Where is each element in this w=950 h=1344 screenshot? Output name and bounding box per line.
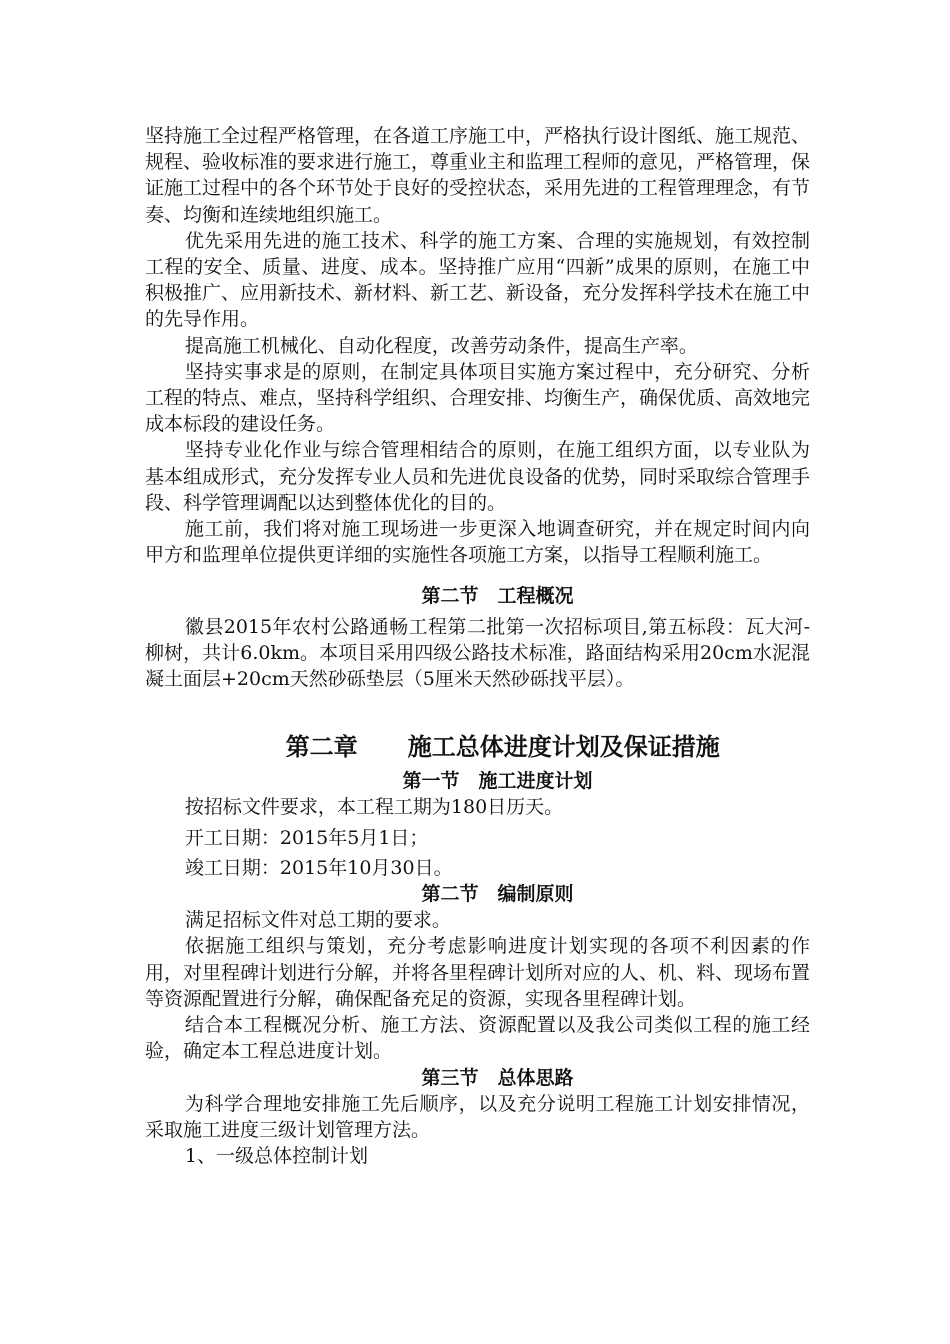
paragraph-meet-requirements: 满足招标文件对总工期的要求。 [184, 909, 451, 932]
paragraph-project-overview: 徽县2015年农村公路通畅工程第二批第一次招标项目,第五标段：瓦大河-柳树，共计6.0km。本项目采用四级公路技术标准，路面结构采用20cm水泥混凝土面层+20cm天然砂砾垫层（5厘米天然砂砾找平层）。 [145, 615, 810, 691]
paragraph-pre-construction: 施工前，我们将对施工现场进一步更深入地调查研究，并在规定时间内向甲方和监理单位提供更详细的实施性各项施工方案，以指导工程顺利施工。 [145, 518, 810, 567]
paragraph-specialization: 坚持专业化作业与综合管理相结合的原则，在施工组织方面，以专业队为基本组成形式，充分发挥专业人员和先进优良设备的优势，同时采取综合管理手段、科学管理调配以达到整体优化的目的。 [145, 439, 811, 514]
paragraph-strict-management: 坚持施工全过程严格管理，在各道工序施工中，严格执行设计图纸、施工规范、规程、验收标准的要求进行施工，尊重业主和监理工程师的意见，严格管理，保证施工过程中的各个环节处于良好的受控状态，采用先进的工程管理理念，有节奏、均衡和连续地组织施工。 [145, 125, 811, 226]
chapter-title: 施工总体进度计划及保证措施 [407, 733, 720, 762]
section-heading-approach: 第三节 总体思路 [421, 1066, 574, 1089]
paragraph-milestone-decomposition: 依据施工组织与策划，充分考虑影响进度计划实现的各项不利因素的作用，对里程碑计划进行分解，并将各里程碑计划所对应的人、机、料、现场布置等资源配置进行分解，确保配备充足的资源，实现各里程碑计划。 [145, 935, 811, 1010]
section-heading-overview: 第二节 工程概况 [421, 585, 574, 608]
paragraph-advanced-technology: 优先采用先进的施工技术、科学的施工方案、合理的实施规划，有效控制工程的安全、质量、进度、成本。坚持推广应用“四新”成果的原则，在施工中积极推广、应用新技术、新材料、新工艺、新设备，充分发挥科学技术在施工中的先导作用。 [145, 229, 811, 331]
section-heading-schedule: 第一节 施工进度计划 [402, 770, 593, 793]
paragraph-overall-schedule: 结合本工程概况分析、施工方法、资源配置以及我公司类似工程的施工经验，确定本工程总进度计划。 [145, 1014, 810, 1063]
paragraph-start-date: 开工日期：2015年5月1日； [184, 826, 429, 849]
paragraph-level-one-plan: 1、一级总体控制计划 [184, 1145, 368, 1168]
chapter-number: 第二章 [285, 733, 358, 762]
paragraph-practical-principle: 坚持实事求是的原则，在制定具体项目实施方案过程中，充分研究、分析工程的特点、难点，坚持科学组织、合理安排、均衡生产，确保优质、高效地完成本标段的建设任务。 [145, 360, 811, 436]
paragraph-end-date: 竣工日期：2015年10月30日。 [184, 856, 453, 879]
chapter-heading [145, 730, 810, 764]
document-body [145, 123, 810, 1169]
paragraph-three-level-plan: 为科学合理地安排施工先后顺序，以及充分说明工程施工计划安排情况，采取施工进度三级计划管理方法。 [145, 1092, 810, 1141]
paragraph-duration: 按招标文件要求，本工程工期为180日历天。 [184, 796, 564, 819]
paragraph-mechanization: 提高施工机械化、自动化程度，改善劳动条件，提高生产率。 [184, 334, 698, 357]
section-heading-principles: 第二节 编制原则 [421, 883, 574, 906]
